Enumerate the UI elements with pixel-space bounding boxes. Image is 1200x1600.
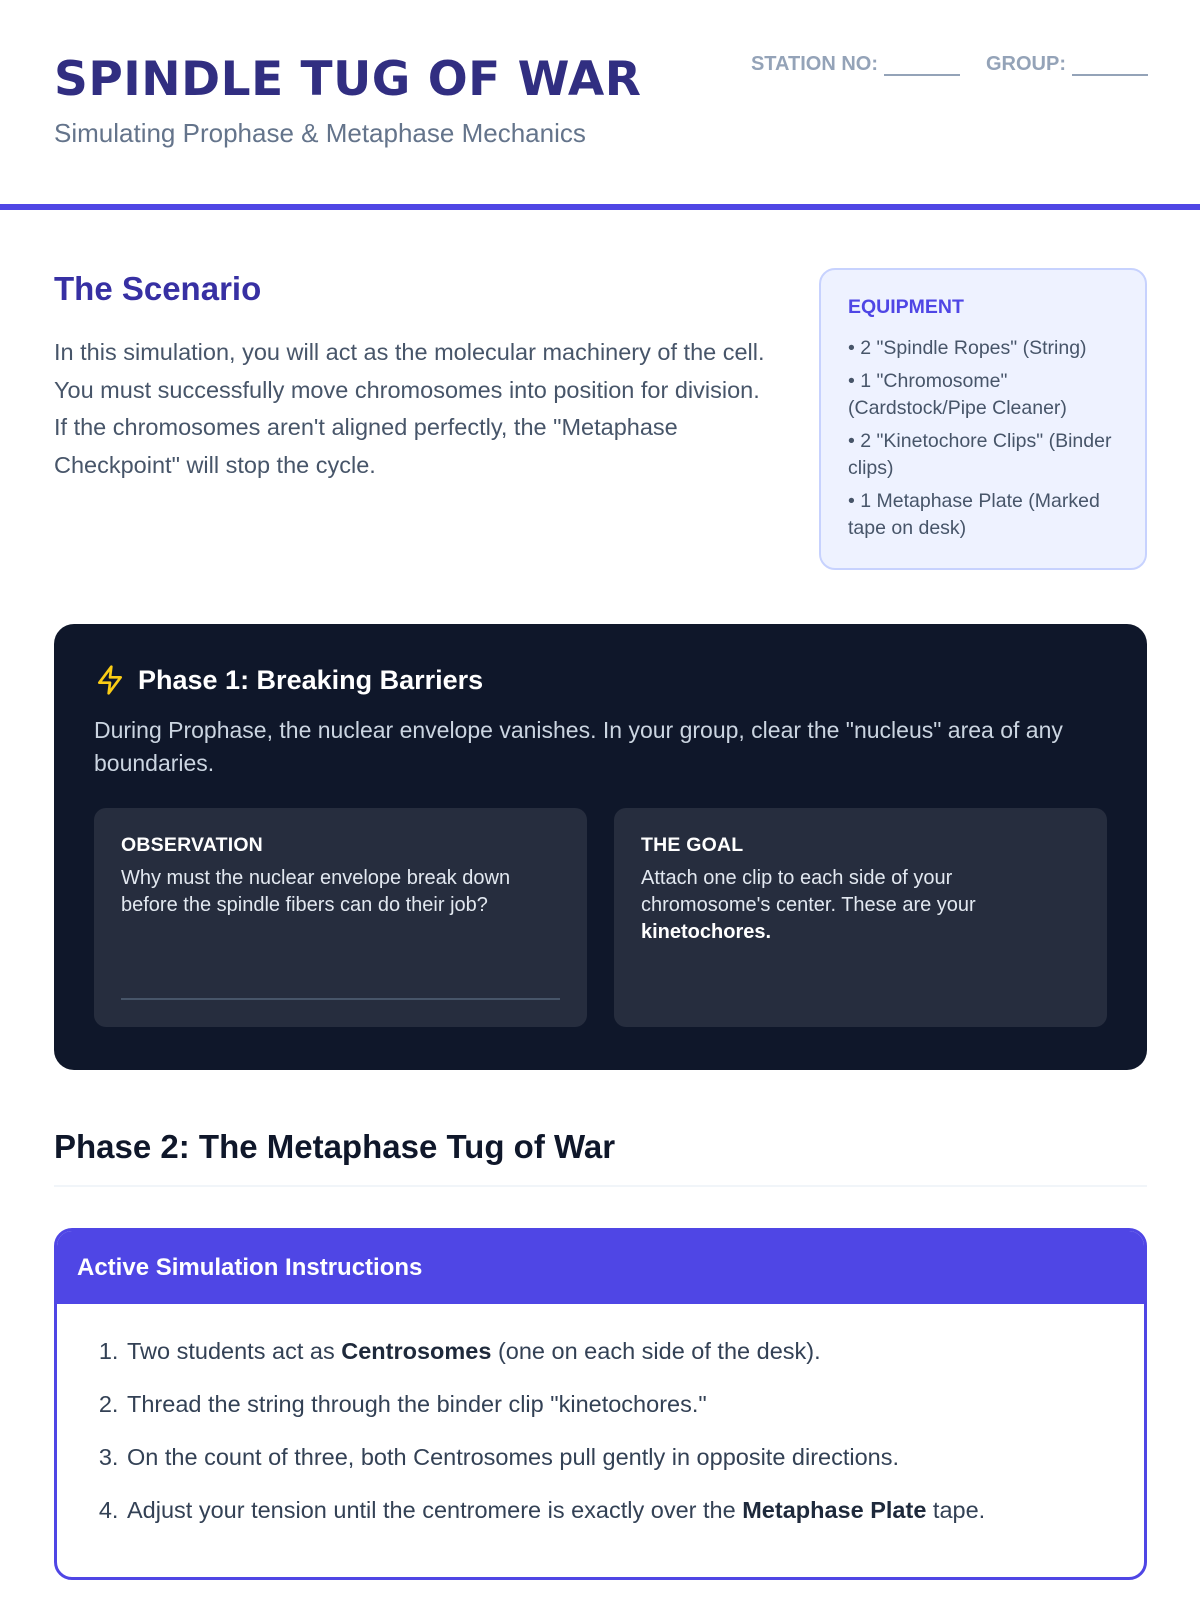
observation-question: Why must the nuclear envelope break down before the spindle fibers can do their job?	[121, 867, 511, 916]
header-fields	[751, 53, 1148, 76]
step-text-end: (one on each side of the desk).	[491, 1338, 821, 1364]
observation-box	[94, 808, 587, 1027]
step-text: Two students act as	[127, 1338, 342, 1364]
section-divider	[54, 1185, 1147, 1187]
step-emphasis: Centrosomes	[341, 1338, 492, 1364]
instructions-list	[57, 1304, 1144, 1525]
instruction-step	[125, 1389, 1144, 1419]
goal-text	[641, 865, 1080, 946]
step-text: Adjust your tension until the centromere is exactly over the	[127, 1497, 743, 1523]
goal-text-main: Attach one clip to each side of your chromosome's center. These are your	[641, 867, 976, 916]
equipment-box	[819, 268, 1147, 570]
lightning-bolt-icon	[94, 664, 126, 696]
step-text: Thread the string through the binder clip "kinetochores."	[127, 1391, 707, 1417]
instruction-step	[125, 1442, 1144, 1472]
phase1-boxes	[94, 808, 1107, 1027]
goal-box	[614, 808, 1107, 1027]
equipment-item: • 1 Metaphase Plate (Marked tape on desk)	[848, 490, 1100, 539]
equipment-item: • 2 "Kinetochore Clips" (Binder clips)	[848, 430, 1112, 479]
station-label: STATION NO:	[750, 53, 878, 75]
step-emphasis: Metaphase Plate	[742, 1497, 927, 1523]
page-title: SPINDLE TUG OF WAR	[54, 52, 642, 107]
page-subtitle: Simulating Prophase & Metaphase Mechanics	[54, 118, 586, 148]
station-field[interactable]	[751, 53, 960, 76]
answer-line[interactable]	[121, 998, 560, 1000]
equipment-item: • 1 "Chromosome" (Cardstock/Pipe Cleaner)	[848, 370, 1067, 419]
group-field[interactable]	[986, 53, 1148, 76]
header	[0, 0, 1200, 210]
step-text: On the count of three, both Centrosomes pull gently in opposite directions.	[127, 1444, 900, 1470]
phase1-text: During Prophase, the nuclear envelope vanishes. In your group, clear the "nucleus" area of any boundaries.	[94, 717, 1063, 776]
observation-title: OBSERVATION	[121, 834, 263, 856]
instructions-card	[54, 1228, 1147, 1580]
equipment-title: EQUIPMENT	[848, 296, 964, 318]
goal-title: THE GOAL	[641, 834, 744, 856]
group-blank[interactable]	[1072, 56, 1148, 76]
scenario-text: In this simulation, you will act as the molecular machinery of the cell. You must successfully move chromosomes into position for division. If the chromosomes aren't aligned perfectly, the "Metaphase Checkpoint" will stop the cycle.	[54, 339, 765, 478]
goal-text-emphasis: kinetochores.	[641, 921, 772, 943]
scenario-title: The Scenario	[54, 270, 262, 307]
equipment-item: • 2 "Spindle Ropes" (String)	[848, 337, 1087, 359]
instruction-step	[125, 1336, 1144, 1366]
phase2-title: Phase 2: The Metaphase Tug of War	[54, 1128, 616, 1165]
station-blank[interactable]	[884, 56, 960, 76]
step-text-end: tape.	[926, 1497, 986, 1523]
instruction-step	[125, 1495, 1144, 1525]
equipment-list	[848, 335, 1125, 542]
phase1-title: Phase 1: Breaking Barriers	[138, 664, 484, 695]
group-label: GROUP:	[986, 53, 1066, 75]
phase1-card	[54, 624, 1147, 1070]
phase1-header	[94, 664, 1107, 696]
instructions-header: Active Simulation Instructions	[57, 1231, 1144, 1304]
